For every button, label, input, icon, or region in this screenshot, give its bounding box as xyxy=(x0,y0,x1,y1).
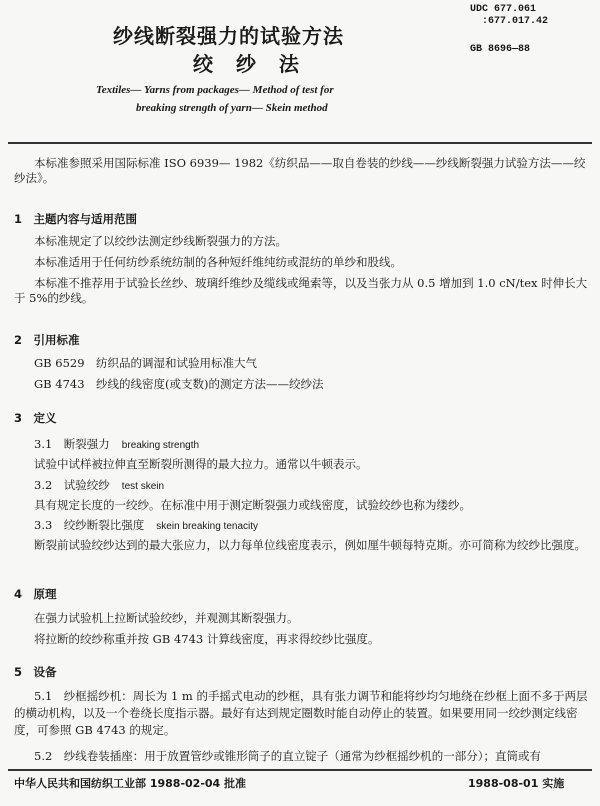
section-4-heading: 4 原理 xyxy=(14,587,57,601)
term-3-1-english: breaking strength xyxy=(121,440,200,451)
title-line-2: 绞 纱 法 xyxy=(193,52,307,76)
gb-number: GB 8696—88 xyxy=(470,44,531,55)
reference-gb6529: GB 6529 纺织品的调湿和试验用标准大气 xyxy=(34,356,258,370)
section-5-heading: 5 设备 xyxy=(14,665,57,679)
term-3-3-english: skein breaking tenacity xyxy=(156,521,259,532)
header-rule xyxy=(8,142,592,144)
footer-rule xyxy=(8,769,592,771)
section-5-p1: 5.1 纱框摇纱机：周长为 1 m 的手摇式电动的纱框，具有张力调节和能将纱均匀地绕在纱框上面不多于两层的横动机构，以及一个卷绕长度指示器。最好有达到规定圈数时能自动停止的装置。如果要用同一绞纱测定线密度，可参照 GB 4743 的规定。 xyxy=(14,689,588,737)
term-3-1-label: 3.1 断裂强力 xyxy=(34,437,110,451)
effective-date: 1988-08-01 实施 xyxy=(468,777,565,790)
section-4-p2: 将拉断的绞纱称重并按 GB 4743 计算线密度，再求得绞纱比强度。 xyxy=(34,632,380,646)
section-1-heading: 1 主题内容与适用范围 xyxy=(14,212,138,226)
section-3-heading: 3 定义 xyxy=(14,411,57,425)
section-4-p1: 在强力试验机上拉断试验绞纱，并观测其断裂强力。 xyxy=(34,611,299,625)
term-3-2-english: test skein xyxy=(121,481,165,492)
term-3-3 xyxy=(34,518,258,534)
title-line-1: 纱线断裂强力的试验方法 xyxy=(113,24,344,48)
term-3-3-definition: 断裂前试验绞纱达到的最大张应力，以力每单位线密度表示，例如厘牛顿每特克斯。亦可简称为绞纱比强度。 xyxy=(34,538,586,552)
term-3-2 xyxy=(34,478,164,494)
term-3-2-label: 3.2 试验绞纱 xyxy=(34,478,110,492)
udc-code-2: :677.017.42 xyxy=(482,16,549,27)
approval-line: 中华人民共和国纺织工业部 1988-02-04 批准 xyxy=(14,777,247,790)
section-1-p2: 本标准适用于任何纺纱系统纺制的各种短纤维纯纺或混纺的单纱和股线。 xyxy=(34,255,402,269)
reference-gb4743: GB 4743 纱线的线密度(或支数)的测定方法——绞纱法 xyxy=(34,377,324,391)
term-3-3-label: 3.3 绞纱断裂比强度 xyxy=(34,518,145,532)
term-3-1-definition: 试验中试样被拉伸直至断裂所测得的最大拉力。通常以牛顿表示。 xyxy=(34,457,368,471)
english-title-line-1: Textiles— Yarns from packages— Method of test for xyxy=(96,84,334,96)
section-1-p1: 本标准规定了以绞纱法测定纱线断裂强力的方法。 xyxy=(34,234,287,248)
intro-paragraph: 本标准参照采用国际标准 ISO 6939— 1982《纺织品——取自卷装的纱线——纱线断裂强力试验方法——绞纱法》。 xyxy=(14,156,586,185)
udc-code: UDC 677.061 xyxy=(470,4,537,15)
section-2-heading: 2 引用标准 xyxy=(14,333,80,347)
section-5-p2: 5.2 纱线卷装插座：用于放置管纱或锥形筒子的直立锭子（通常为纱框摇纱机的一部分）；直筒或有 xyxy=(34,749,542,763)
term-3-2-definition: 具有规定长度的一绞纱。在标准中用于测定断裂强力或线密度，试验绞纱也称为缕纱。 xyxy=(34,498,471,512)
term-3-1 xyxy=(34,437,199,453)
english-title-line-2: breaking strength of yarn— Skein method xyxy=(136,102,328,114)
section-1-p3: 本标准不推荐用于试验长丝纱、玻璃纤维纱及缆线或绳索等，以及当张力从 0.5 增加到 1.0 cN/tex 时伸长大于 5%的纱线。 xyxy=(14,276,588,305)
